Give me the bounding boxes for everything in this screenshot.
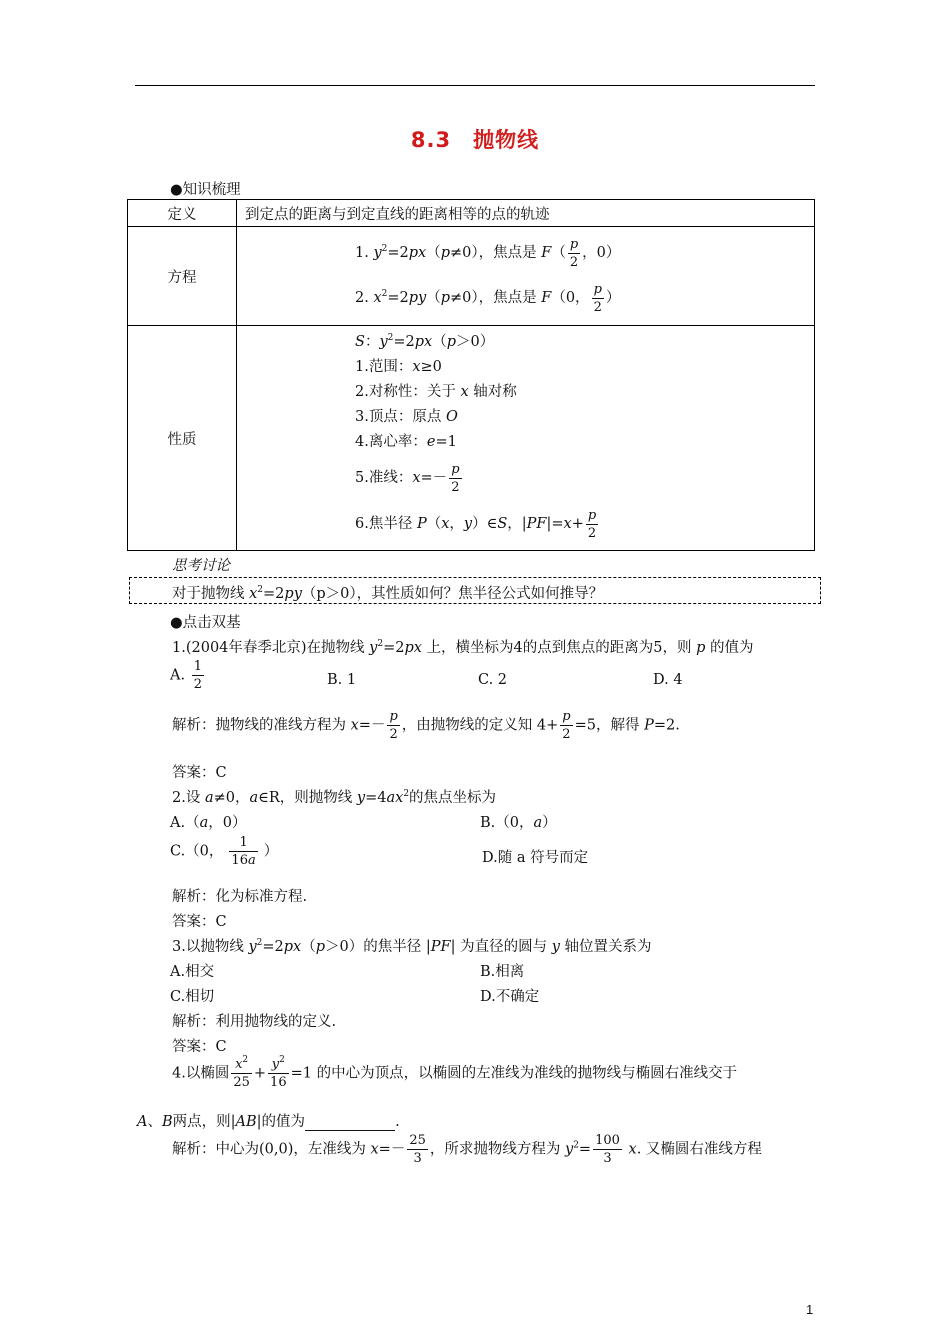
- section-heading-basics: ●点击双基: [170, 615, 241, 631]
- property-range: 1.范围：x≥0: [355, 359, 442, 375]
- q2-option-d: D.随 a 符号而定: [482, 850, 589, 866]
- q3-option-a: A.相交: [170, 964, 215, 980]
- property-standard: S：$y^2=2px(p>0)$: [355, 333, 495, 350]
- q3-option-b: B.相离: [480, 964, 525, 980]
- equation-1: 1. $y^2=2px(p\ne 0)$，焦点是 F（ $\frac{p}{2}$ ，0）: [355, 236, 621, 270]
- q4-analysis: 解析：中心为(0,0)，左准线为 x=－ $\frac{25}{3}$ ，所求抛物线方程为 $y^2=$ $\frac{100}{3}$ x. 又椭圆右准线方程: [172, 1133, 762, 1166]
- q3-option-d: D.不确定: [480, 989, 540, 1005]
- property-content: [237, 326, 815, 551]
- property-symmetry: 2.对称性：关于 x 轴对称: [355, 384, 517, 400]
- discussion-question: 对于抛物线 $x^2=2py(p>0)$，其性质如何？焦半径公式如何推导？: [172, 585, 604, 602]
- q2-option-a: A.（a，0）: [170, 815, 247, 831]
- q2-answer: 答案：C: [172, 914, 227, 930]
- equation-content: [237, 227, 815, 326]
- discussion-label: 思考讨论: [172, 558, 230, 574]
- question-3: 3.以抛物线 $y^2=2px(p>0)$的焦半径 |PF| 为直径的圆与 y 轴位置关系为: [172, 938, 652, 955]
- page-number: 1: [806, 1302, 814, 1317]
- q3-option-c: C.相切: [170, 989, 215, 1005]
- question-2: 2.设 a≠0，a∈R，则抛物线 $y=4ax^2$的焦点坐标为: [172, 789, 497, 806]
- definition-header: 定义: [128, 200, 237, 227]
- property-header: 性质: [128, 326, 237, 551]
- q1-option-b: B. 1: [327, 672, 357, 688]
- question-4-continued: A、B两点，则|AB|的值为 .: [137, 1114, 400, 1130]
- equation-header: 方程: [128, 227, 237, 326]
- q1-answer: 答案：C: [172, 765, 227, 781]
- q3-answer: 答案：C: [172, 1039, 227, 1055]
- page-title: 8.3 抛物线: [410, 128, 540, 152]
- q2-option-c: C.（0， $\frac{1}{16a}$ ）: [170, 835, 279, 868]
- header-rule: [135, 85, 815, 86]
- equation-2: 2. $x^2=2py(p\ne 0)$，焦点是 F（0， $\frac{p}{2}$ ）: [355, 281, 621, 315]
- q2-analysis: 解析：化为标准方程.: [172, 889, 308, 905]
- question-4: 4.以椭圆 $\frac{x^2}{25}$ + $\frac{y^2}{16}$ =1 的中心为顶点，以椭圆的左准线为准线的抛物线与椭圆右准线交于: [172, 1055, 738, 1090]
- question-1: 1.(2004年春季北京)在抛物线 $y^2=2px$ 上，横坐标为4的点到焦点的距离为5，则 p 的值为: [172, 639, 754, 656]
- q2-option-b: B.（0，a）: [480, 815, 557, 831]
- q1-option-a: A. $\frac{1}{2}$: [170, 659, 202, 692]
- property-eccentricity: 4.离心率：e=1: [355, 434, 457, 450]
- property-vertex: 3.顶点：原点 O: [355, 409, 458, 425]
- q1-option-d: D. 4: [653, 672, 683, 688]
- section-heading-knowledge: ●知识梳理: [170, 182, 241, 198]
- knowledge-table: [127, 199, 815, 551]
- property-directrix: 5.准线：x=－ $\frac{p}{2}$: [355, 461, 460, 495]
- q1-analysis: 解析：抛物线的准线方程为 x=－ $\frac{p}{2}$ ，由抛物线的定义知 4+ $\frac{p}{2}$ =5，解得 P=2.: [172, 709, 680, 742]
- definition-text: 到定点的距离与到定直线的距离相等的点的轨迹: [237, 200, 815, 227]
- property-focal-radius: 6.焦半径 P（x，y）∈S，|PF|=x+ $\frac{p}{2}$: [355, 507, 597, 541]
- q3-analysis: 解析：利用抛物线的定义.: [172, 1014, 337, 1030]
- q1-option-c: C. 2: [478, 672, 508, 688]
